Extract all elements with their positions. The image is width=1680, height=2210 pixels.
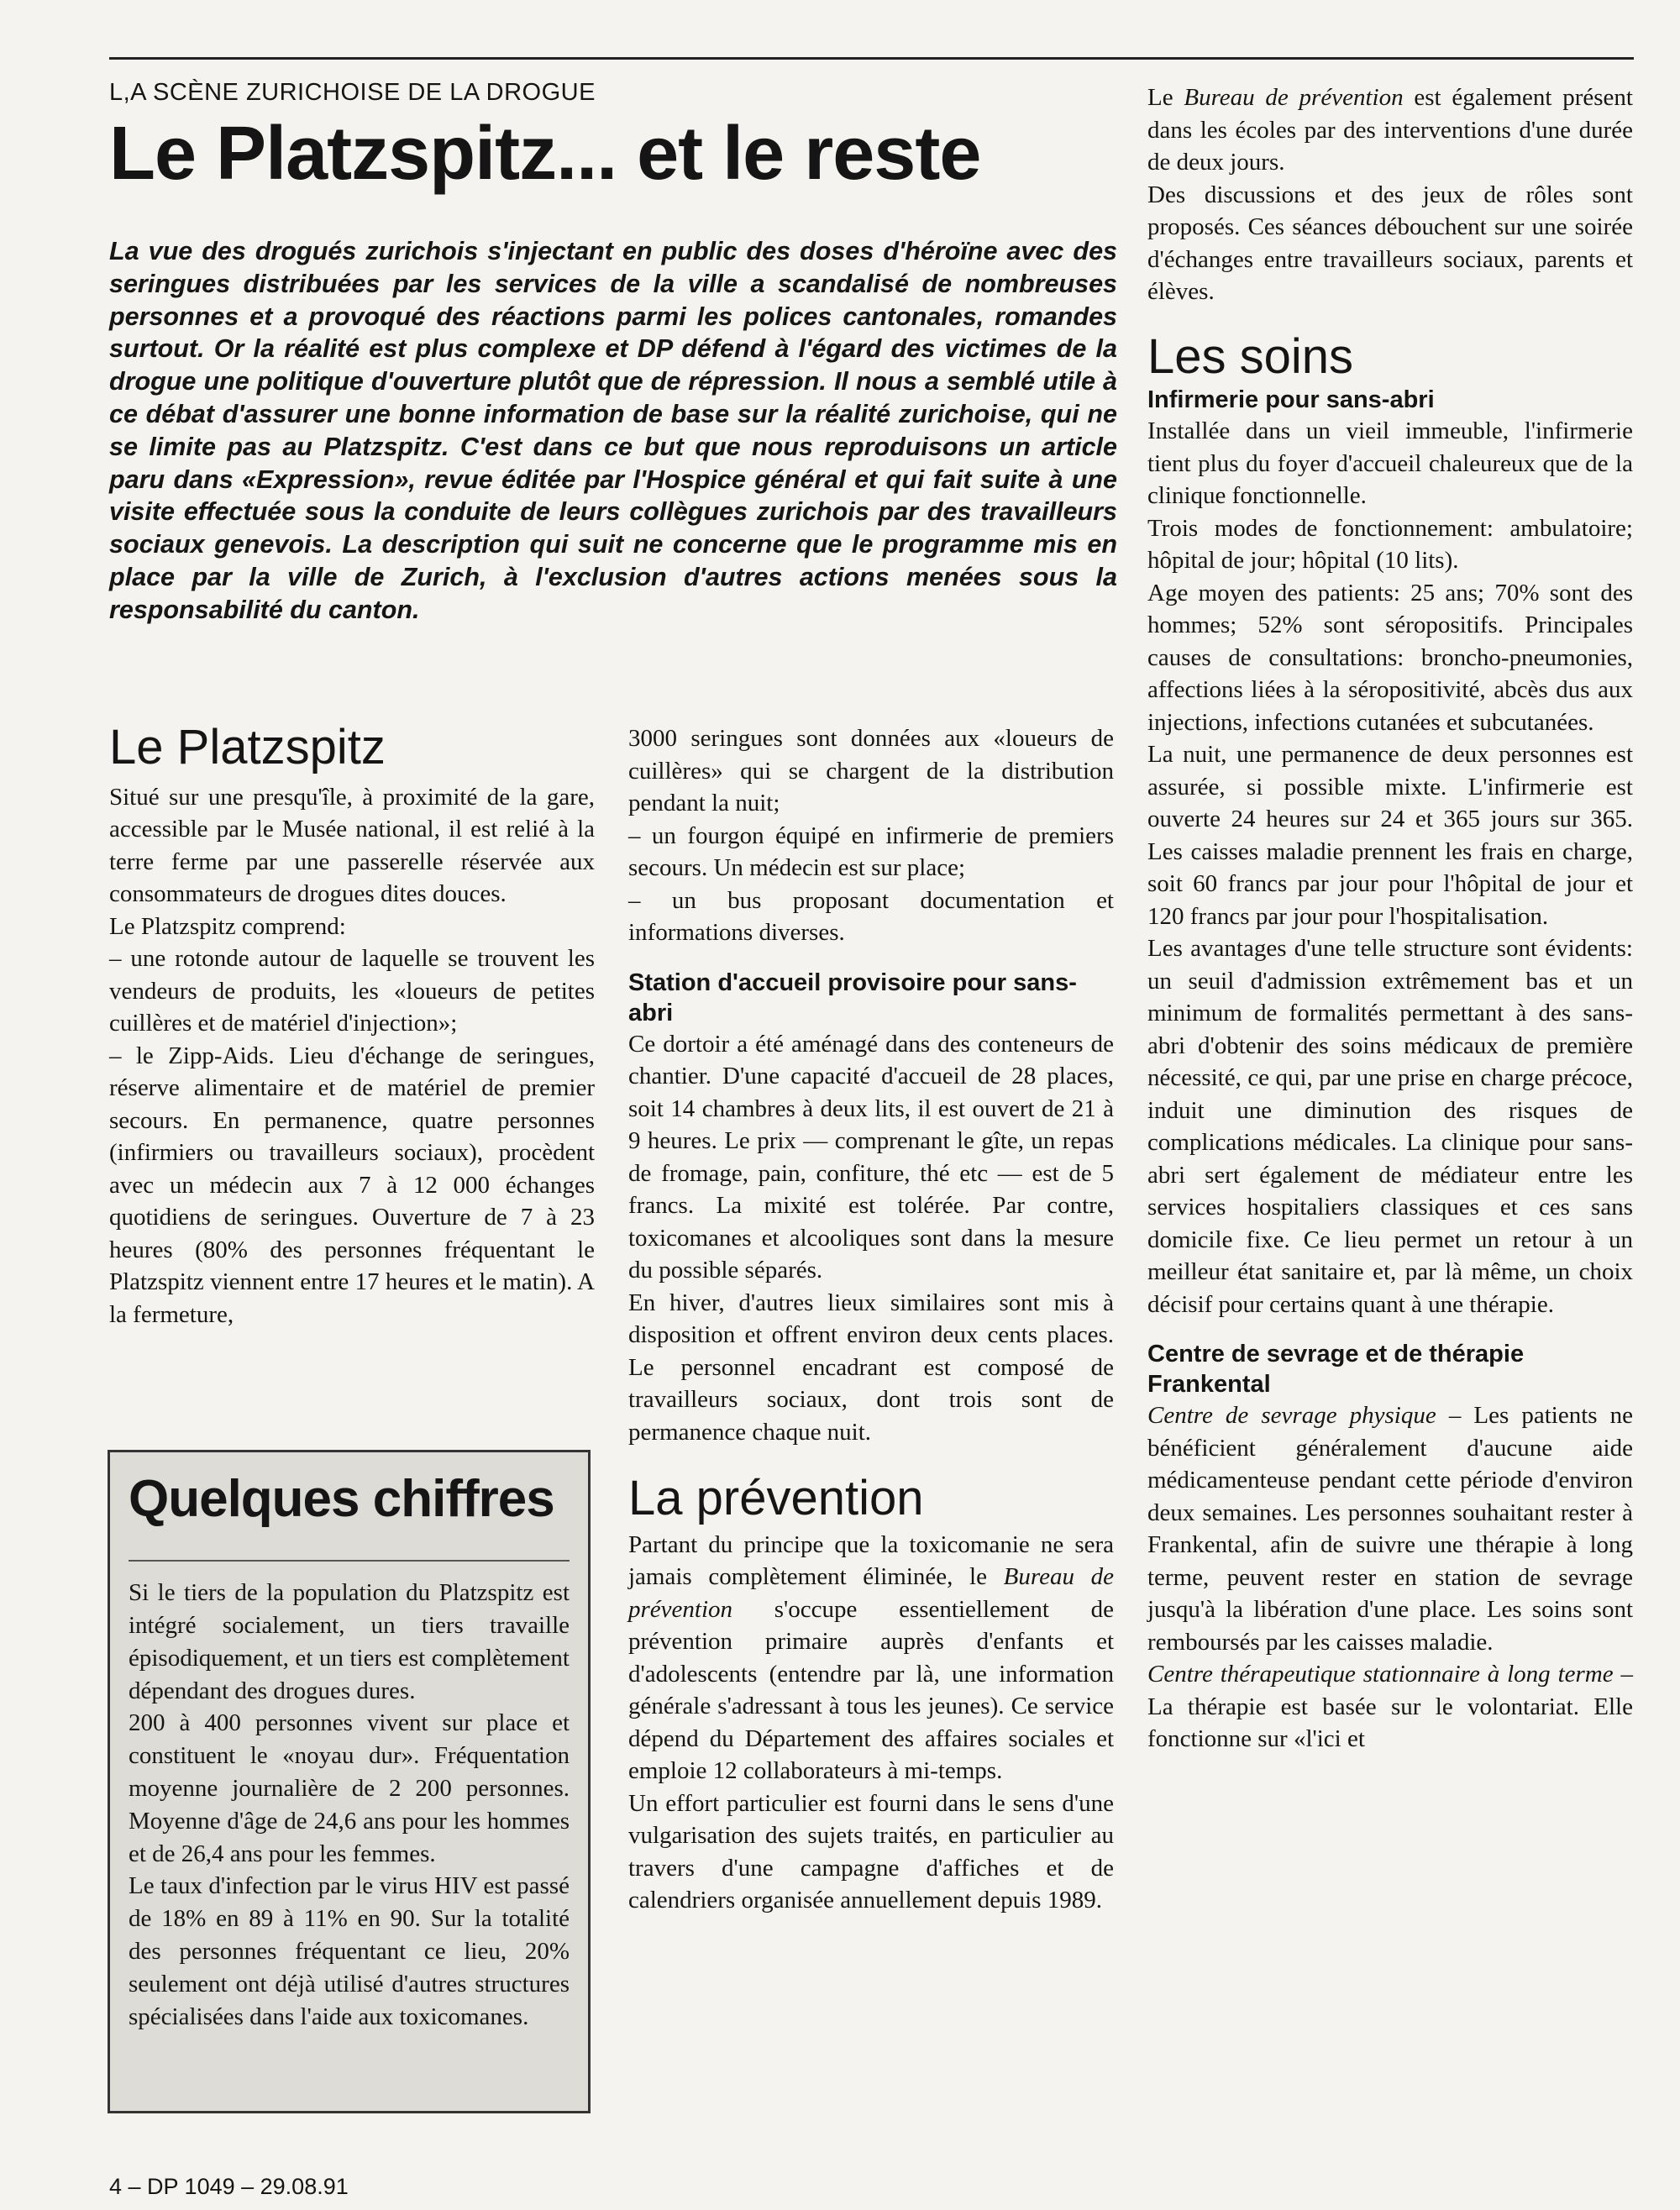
heading-platzspitz: Le Platzspitz: [109, 720, 386, 774]
article-title: Le Platzspitz... et le reste: [109, 112, 981, 196]
paragraph: 3000 seringues sont données aux «loueurs de cuillères» qui se chargent de la distribution pendant la nuit;: [628, 725, 1114, 816]
section-kicker: L,A SCÈNE ZURICHOISE DE LA DROGUE: [109, 79, 596, 106]
paragraph: Centre thérapeutique stationnaire à long terme – La thérapie est basée sur le volontariat. Elle fonctionne sur «l'ici et: [1147, 1661, 1634, 1753]
paragraph: Situé sur une presqu'île, à proximité de la gare, accessible par le Musée national, il est relié à la terre ferme par une passerelle réservée aux consommateurs de drogues dites douces.: [109, 783, 595, 908]
paragraph: Ce dortoir a été aménagé dans des conteneurs de chantier. D'une capacité d'accueil de 28 places, soit 14 chambres à deux lits, il est ouvert de 21 à 9 heures. Le prix — comprenant le gîte, un repas de fromage, pain, confiture, thé etc — est de 5 francs. La mixité est tolérée. Par contre, toxicomanes et alcooliques sont dans la mesure du possible séparés.: [628, 1030, 1114, 1283]
paragraph: – le Zipp-Aids. Lieu d'échange de seringues, réserve alimentaire et de matériel de premier secours. En permanence, quatre personnes (infirmiers ou travailleurs sociaux), procèdent avec un médecin aux 7 à 12 000 échanges quotidiens de seringues. Ouverture de 7 à 23 heures (80% des personnes fréquentant le Platzspitz viennent entre 17 heures et le matin). A la fermeture,: [109, 1042, 595, 1328]
paragraph: Installée dans un vieil immeuble, l'infirmerie tient plus du foyer d'accueil chaleureux que de la clinique fonctionnelle.: [1147, 417, 1633, 510]
italic-term: Centre de sevrage physique: [1147, 1402, 1436, 1430]
paragraph: Le Bureau de prévention est également présent dans les écoles par des interventions d'une durée de deux jours.: [1147, 84, 1633, 176]
paragraph: – un fourgon équipé en infirmerie de premiers secours. Un médecin est sur place;: [628, 822, 1114, 881]
italic-bureau: Bureau de prévention: [628, 1563, 1115, 1623]
column-1: [109, 721, 595, 1331]
article-lead: La vue des drogués zurichois s'injectant en public des doses d'héroïne avec des seringues distribuées par les services de la ville a scandalisé de nombreuses personnes et a provoqué des réactions parmi les polices cantonales, romandes surtout. Or la réalité est plus complexe et DP défend à l'égard des victimes de la drogue une politique d'ouverture plutôt que de répression. Il nous a semblé utile à ce débat d'assurer une bonne information de base sur la réalité zurichoise, qui ne se limite pas au Platzspitz. C'est dans ce but que nous reproduisons un article paru dans «Expression», revue éditée par l'Hospice général et qui fait suite à une visite effectuée sous la conduite de leurs collègues zurichois par des travailleurs sociaux genevois. La description qui suit ne concerne que le programme mis en place par la ville de Zurich, à l'exclusion d'autres actions menées sous la responsabilité du canton.: [109, 237, 1117, 624]
paragraph: Age moyen des patients: 25 ans; 70% sont des hommes; 52% sont séropositifs. Principales causes de consultations: broncho-pneumonies, affections liées à la séropositivité, abcès dus aux injections, infections cutanées et subcutanées.: [1147, 579, 1633, 736]
heading-soins: Les soins: [1147, 328, 1354, 384]
paragraph: Les avantages d'une telle structure sont évidents: un seuil d'admission extrêmement bas et un minimum de formalités permettant à des sans-abri d'obtenir des soins médicaux de première nécessité, ce qui, par une prise en charge précoce, induit une diminution des risques de complications médicales. La clinique pour sans-abri sert également de médiateur entre les services hospitaliers classiques et ces sans domicile fixe. Ce lieu permet un retour à un meilleur état sanitaire et, par là même, un choix décisif pour certains quant à une thérapie.: [1147, 935, 1633, 1318]
subheading-station-accueil: Station d'accueil provisoire pour sans-abri: [628, 969, 1077, 1026]
paragraph: Centre de sevrage physique – Les patients ne bénéficient généralement d'aucune aide médicamenteuse pendant cette période d'environ deux semaines. Les personnes souhaitant rester à Frankental, afin de suivre une thérapie à long terme, peuvent rester en station de sevrage jusqu'à la libération d'une place. Les soins sont remboursés par les caisses maladie.: [1147, 1402, 1633, 1656]
heading-prevention: La prévention: [628, 1471, 924, 1525]
sidebar-box-figures: [108, 1450, 591, 2113]
paragraph: Trois modes de fonctionnement: ambulatoire; hôpital de jour; hôpital (10 lits).: [1147, 514, 1633, 575]
paragraph: Partant du principe que la toxicomanie ne sera jamais complètement éliminée, le Bureau de prévention s'occupe essentiellement de prévention primaire auprès d'enfants et d'adolescents (entendre par là, une information générale s'adressant à tous les jeunes). Ce service dépend du Département des affaires sociales et emploie 12 collaborateurs à mi-temps.: [628, 1530, 1115, 1785]
paragraph: – une rotonde autour de laquelle se trouvent les vendeurs de produits, les «loueurs de petites cuillères et de matériel d'injection»;: [109, 945, 595, 1037]
column-2: [628, 722, 1114, 1917]
paragraph: 200 à 400 personnes vivent sur place et constituent le «noyau dur». Fréquentation moyenne journalière de 2 200 personnes. Moyenne d'âge de 24,6 ans pour les hommes et de 26,4 ans pour les femmes.: [129, 1709, 570, 1867]
paragraph: La nuit, une permanence de deux personnes est assurée, si possible mixte. L'infirmerie est ouverte 24 heures sur 24 et 365 jours sur 365. Les caisses maladie prennent les frais en charge, soit 60 francs par jour pour l'hôpital de jour et 120 francs par jour pour l'hospitalisation.: [1147, 741, 1633, 930]
top-rule: [109, 57, 1634, 60]
box-content: [129, 1560, 570, 2033]
paragraph: Des discussions et des jeux de rôles sont proposés. Ces séances débouchent sur une soirée d'échanges entre travailleurs sociaux, parents et élèves.: [1147, 181, 1633, 305]
italic-term: Centre thérapeutique stationnaire à long terme: [1147, 1661, 1614, 1688]
paragraph: Si le tiers de la population du Platzspitz est intégré socialement, un tiers travaille épisodiquement, et un tiers est complètement dépendant des drogues dures.: [129, 1579, 570, 1704]
paragraph: Le taux d'infection par le virus HIV est passé de 18% en 89 à 11% en 90. Sur la totalité des personnes fréquentant ce lieu, 20% seulement ont déjà utilisé d'autres structures spécialisées dans l'aide aux toxicomanes.: [129, 1872, 570, 2030]
paragraph: – un bus proposant documentation et informations diverses.: [628, 886, 1114, 946]
subheading-infirmerie: Infirmerie pour sans-abri: [1147, 386, 1435, 414]
box-heading: Quelques chiffres: [129, 1470, 554, 1528]
subheading-frankental: Centre de sevrage et de thérapie Frankental: [1147, 1341, 1525, 1399]
paragraph: En hiver, d'autres lieux similaires sont mis à disposition et offrent environ deux cents places. Le personnel encadrant est composé de travailleurs sociaux, dont trois sont de permanence chaque nuit.: [628, 1289, 1114, 1446]
column-3: [1147, 81, 1633, 1756]
italic-bureau: Bureau de prévention: [1184, 84, 1404, 111]
paragraph: Un effort particulier est fourni dans le sens d'une vulgarisation des sujets traités, en particulier au travers d'une campagne d'affiches et de calendriers organisée annuellement depuis 1989.: [628, 1789, 1114, 1914]
page-footer: 4 – DP 1049 – 29.08.91: [109, 2174, 349, 2199]
paragraph: Le Platzspitz comprend:: [109, 912, 346, 940]
